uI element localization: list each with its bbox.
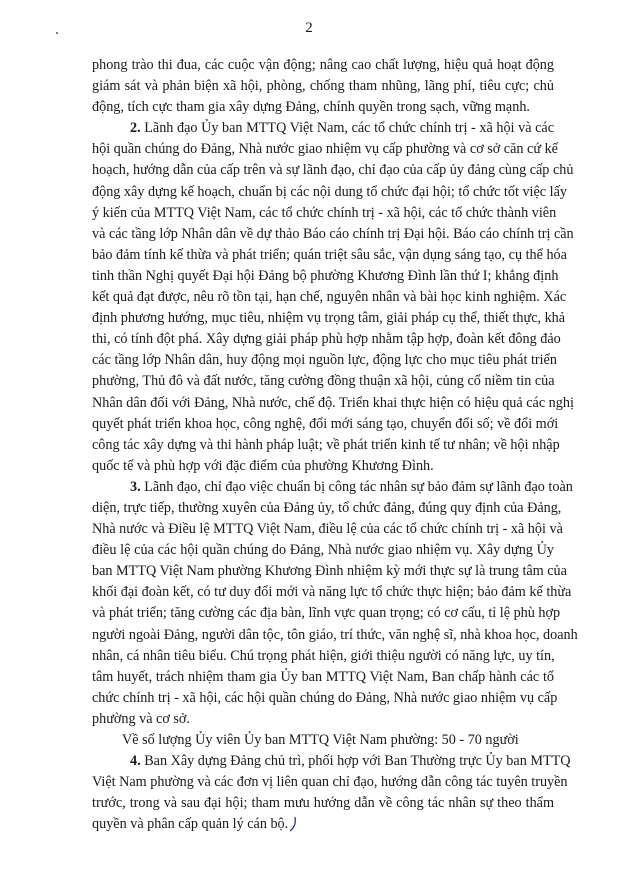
text-line: người ngoài Đảng, người dân tộc, tôn giáo, trí thức, văn nghệ sĩ, nhà khoa học, doanh: [92, 626, 578, 643]
text-line: công tác xây dựng và thi hành pháp luật; về phát triển kinh tế tư nhân; về hội nhập: [92, 436, 560, 453]
text-line: thi, có tính đột phá. Xây dựng giải pháp phù hợp nhằm tập hợp, đoàn kết đông đảo: [92, 331, 561, 348]
page-number: 2: [305, 20, 313, 36]
text-line: và các tầng lớp Nhân dân về dự thảo Báo cáo chính trị Đại hội. Báo cáo chính trị cần: [92, 225, 574, 242]
text-line: các tầng lớp Nhân dân, huy động mọi nguồn lực, động lực cho mục tiêu phát triển: [92, 352, 557, 369]
text-line: nhân, cá nhân tiêu biểu. Chú trọng phát hiện, giới thiệu người có năng lực, uy tín,: [92, 647, 555, 664]
text-line: động xây dựng kế hoạch, chuẩn bị các nội dung tổ chức đại hội; tổ chức tốt việc lấy: [92, 183, 567, 200]
text-line: diện, trực tiếp, thường xuyên của Đảng ủy, tổ chức đảng, đúng quy định của Đảng,: [92, 499, 562, 516]
text-line: trước, trong và sau đại hội; tham mưu hướng dẫn về công tác nhân sự theo thẩm: [92, 795, 554, 812]
text-line: phường, Thủ đô và đất nước, tăng cường đồng thuận xã hội, củng cố niềm tin của: [92, 373, 555, 390]
text-line: ban MTTQ Việt Nam phường Khương Đình nhiệm kỳ mới thực sự là trung tâm của: [92, 563, 567, 580]
item-number: 2.: [130, 120, 141, 137]
text-line: phong trào thi đua, các cuộc vận động; nâng cao chất lượng, hiệu quả hoạt động: [92, 57, 554, 73]
text-line: Nhà nước và Điều lệ MTTQ Việt Nam, điều lệ của các tổ chức chính trị - xã hội và: [92, 521, 563, 538]
text-line: định phương hướng, mục tiêu, nhiệm vụ trọng tâm, giải pháp cụ thể, thiết thực, khả: [92, 310, 566, 327]
text-line: ý kiến của MTTQ Việt Nam, các tổ chức chính trị - xã hội, các tổ chức thành viên: [92, 204, 557, 221]
text-line: Việt Nam phường và các đơn vị liên quan chỉ đạo, hướng dẫn công tác tuyên truyền: [92, 774, 568, 791]
paragraph-continuation: [92, 55, 554, 118]
text-line: 2. Lãnh đạo Ủy ban MTTQ Việt Nam, các tổ chức chính trị - xã hội và các: [130, 120, 554, 137]
text-line: quốc tế và phù hợp với đặc điểm của phường Khương Đình.: [92, 457, 434, 474]
text-line: quyết phát triển khoa học, công nghệ, đổi mới sáng tạo, chuyển đổi số; về đổi mới: [92, 415, 559, 432]
scan-speck: [56, 32, 58, 34]
text-line: tinh thần Nghị quyết Đại hội Đảng bộ phường Khương Đình lần thứ I; khẳng định: [92, 267, 559, 284]
text-line: kết quả đạt được, nêu rõ tồn tại, hạn chế, nguyên nhân và bài học kinh nghiệm. Xác: [92, 289, 567, 306]
text-line: 4. Ban Xây dựng Đảng chủ trì, phối hợp với Ban Thường trực Ủy ban MTTQ: [130, 753, 571, 770]
item-number: 3.: [130, 478, 141, 495]
text-line: Về số lượng Ủy viên Ủy ban MTTQ Việt Nam phường: 50 - 70 người: [122, 732, 519, 748]
paragraph-member-count: [92, 730, 554, 751]
text-line: điều lệ của các hội quần chúng do Đảng, Nhà nước giao nhiệm vụ. Xây dựng Ủy: [92, 542, 554, 559]
text-line: quyền và phân cấp quản lý cán bộ.: [92, 814, 554, 835]
text-line: bảo đảm tính kế thừa và phát triển; quán triệt sâu sắc, vận dụng sáng tạo, cụ thể hóa: [92, 246, 567, 263]
paragraph-item-3: [92, 477, 578, 730]
text-line: hoạch, hướng dẫn của cấp trên và sự lãnh đạo, chỉ đạo của cấp ủy đảng cùng cấp chủ: [92, 162, 574, 179]
handwritten-mark-icon: [288, 816, 298, 832]
text-line: chức chính trị - xã hội, các hội quần chúng do Đảng, Nhà nước giao nhiệm vụ cấp: [92, 689, 558, 706]
text-line: phường và cơ sở.: [92, 710, 190, 727]
paragraph-item-2: [92, 118, 574, 477]
text-line: giám sát và phản biện xã hội, phòng, chống tham nhũng, lãng phí, tiêu cực; chủ: [92, 78, 554, 95]
paragraph-item-4: [92, 751, 571, 835]
text-line: tâm huyết, trách nhiệm tham gia Ủy ban MTTQ Việt Nam, Ban chấp hành các tổ: [92, 668, 554, 685]
document-body: [92, 55, 578, 835]
text-line: và phát triển; tăng cường các địa bàn, lĩnh vực quan trọng; có cơ cấu, tỉ lệ phù hợp: [92, 605, 561, 622]
text-line: khối đại đoàn kết, có tư duy đổi mới và năng lực tổ chức thực hiện; bảo đảm kế thừa: [92, 584, 572, 601]
item-number: 4.: [130, 753, 141, 770]
text-line: 3. Lãnh đạo, chỉ đạo việc chuẩn bị công tác nhân sự bảo đảm sự lãnh đạo toàn: [130, 478, 573, 495]
text-line: động, tích cực tham gia xây dựng Đảng, chính quyền trong sạch, vững mạnh.: [92, 99, 530, 116]
text-line: hội quần chúng do Đảng, Nhà nước giao nhiệm vụ cấp phường và cơ sở căn cứ kế: [92, 141, 558, 158]
text-line: Nhân dân đối với Đảng, Nhà nước, chế độ. Triển khai thực hiện có hiệu quả các nghị: [92, 394, 574, 411]
